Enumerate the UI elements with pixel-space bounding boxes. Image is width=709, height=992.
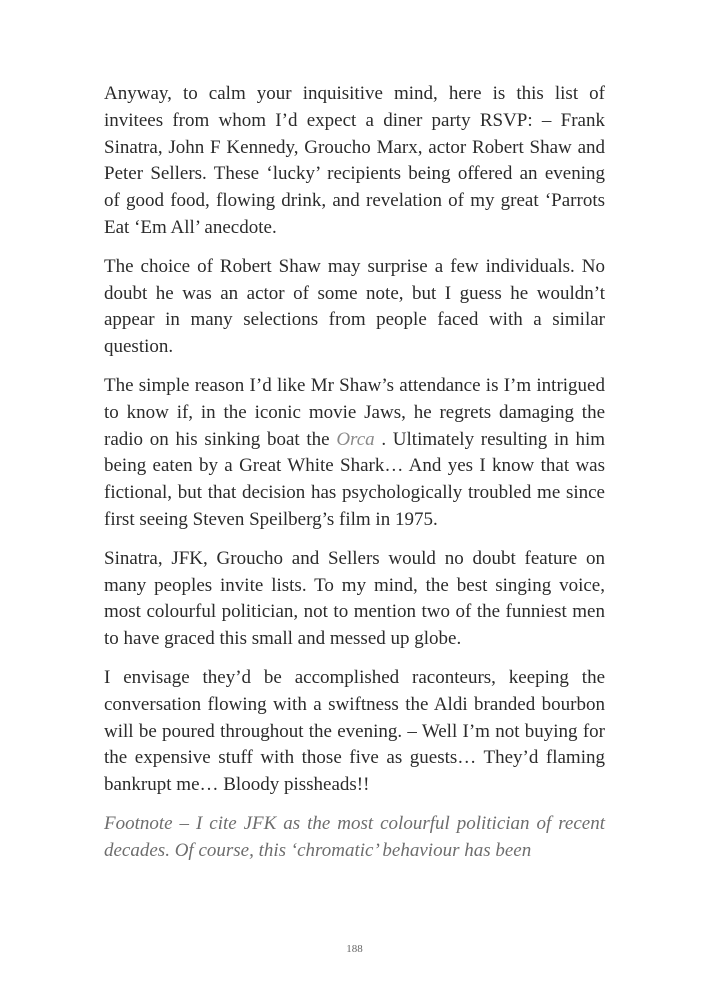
paragraph-invite-lists: Sinatra, JFK, Groucho and Sellers would no doubt feature on many peoples invite lists. To my mind, the best singing voice, most colourful politician, not to mention two of the funniest men to have graced this small and messed up globe. [104,547,605,650]
paragraph-robert-shaw: The choice of Robert Shaw may surprise a few individuals. No doubt he was an actor of some note, but I guess he wouldn’t appear in many selections from people faced with a similar question. [104,255,605,358]
paragraph-raconteurs: I envisage they’d be accomplished raconteurs, keeping the conversation flowing with a swiftness the Aldi branded bourbon will be poured throughout the evening. – Well I’m not buying for the expensive stuff with those five as guests… They’d flaming bankrupt me… Bloody pissheads!! [104,666,605,796]
paragraph-jaws [104,373,605,534]
footnote: Footnote – I cite JFK as the most colourful politician of recent decades. Of course, this ‘chromatic’ behaviour has been [104,812,605,861]
paragraph-invitees: Anyway, to calm your inquisitive mind, here is this list of invitees from whom I’d expect a diner party RSVP: – Frank Sinatra, John F Kennedy, Groucho Marx, actor Robert Shaw and Peter Sellers. These ‘lucky’ recipients being offered an evening of good food, flowing drink, and revelation of my great ‘Parrots Eat ‘Em All’ anecdote. [104,83,605,238]
page-body [104,81,605,865]
paragraph-jaws-text-after: . Ultimately resulting in him being eaten by a Great White Shark… And yes I know that was fictional, but that decision has psychologically troubled me since first seeing Steven Speilberg’s film in 1975. [104,428,606,530]
paragraph-jaws-text-before: The simple reason I’d like Mr Shaw’s attendance is I’m intrigued to know if, in the iconic movie Jaws, he regrets damaging the radio on his sinking boat the [104,374,605,450]
page-number: 188 [346,943,363,955]
boat-name-orca: Orca [336,428,375,450]
